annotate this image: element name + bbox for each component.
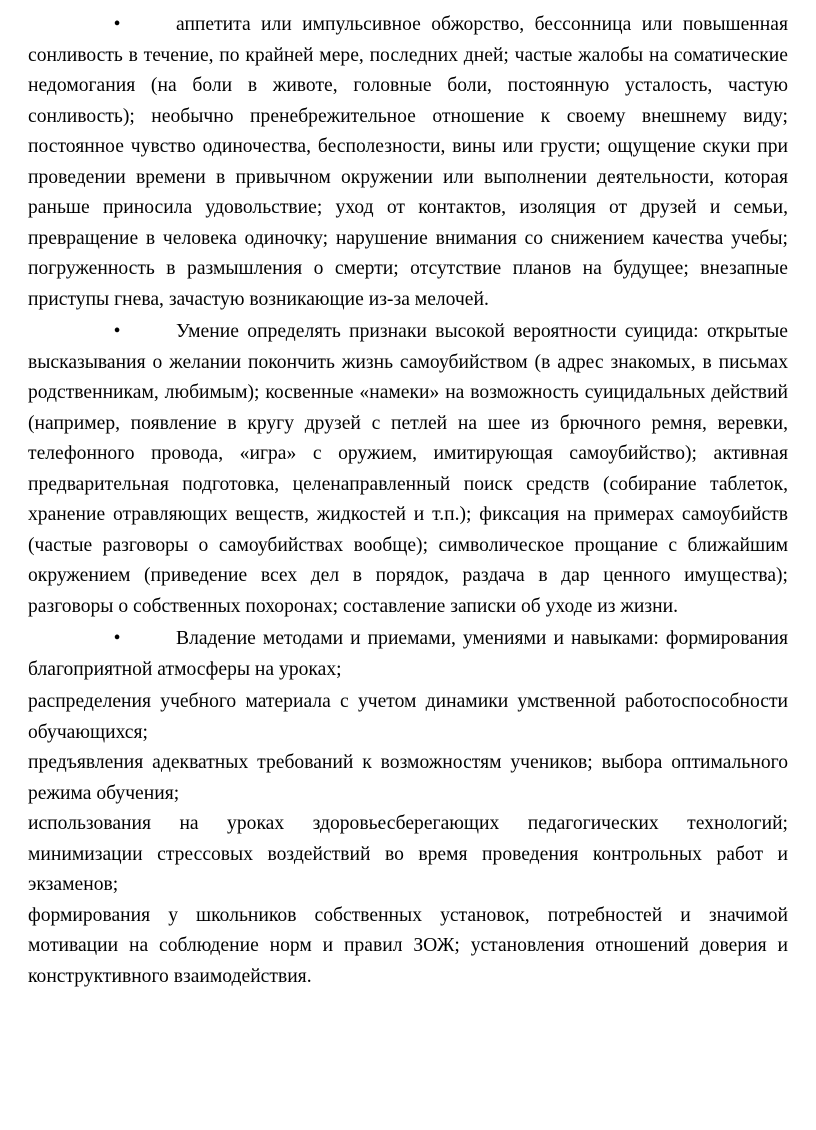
paragraph-plain: предъявления адекватных требований к возможностям учеников; выбора оптимального режима обучения;	[28, 752, 788, 804]
paragraph-plain: формирования у школьников собственных установок, потребностей и значимой мотивации на соблюдение норм и правил ЗОЖ; установления отношений доверия и конструктивного взаимодействия.	[28, 904, 788, 987]
paragraph-text: аппетита или импульсивное обжорство, бессонница или повышенная сонливость в течение, по крайней мере, последних дней; частые жалобы на соматические недомогания (на боли в животе, головные боли, постоянную усталость, частую сонливость); необычно пренебрежительное отношение к своему внешнему виду; постоянное чувство одиночества, бесполезности, вины или грусти; ощущение скуки при проведении времени в привычном окружении или выполнении деятельности, которая раньше приносила удовольствие; уход от контактов, изоляция от друзей и семьи, превращение в человека одиночку; нарушение внимания со снижением качества учебы; погруженность в размышления о смерти; отсутствие планов на будущее; внезапные приступы гнева, зачастую возникающие из-за мелочей.	[28, 14, 788, 310]
paragraph-text: Владение методами и приемами, умениями и навыками: формирования благоприятной атмосферы на уроках;	[28, 628, 788, 680]
paragraph-plain: распределения учебного материала с учетом динамики умственной работоспособности обучающихся;	[28, 691, 788, 743]
bullet-icon: •	[113, 14, 121, 35]
paragraph-text: Умение определять признаки высокой вероятности суицида: открытые высказывания о желании покончить жизнь самоубийством (в адрес знакомых, в письмах родственникам, любимым); косвенные «намеки» на возможность суицидальных действий (например, появление в кругу друзей с петлей на шее из брючного ремня, веревки, телефонного провода, «игра» с оружием, имитирующая самоубийство); активная предварительная подготовка, целенаправленный поиск средств (собирание таблеток, хранение отравляющих веществ, жидкостей и т.п.); фиксация на примерах самоубийств (частые разговоры о самоубийствах вообще); символическое прощание с ближайшим окружением (приведение всех дел в порядок, раздача в дар ценного имущества); разговоры о собственных похоронах; составление записки об уходе из жизни.	[28, 321, 788, 617]
paragraph-plain: использования на уроках здоровьесберегающих педагогических технологий; минимизации стрессовых воздействий во время проведения контрольных работ и экзаменов;	[28, 813, 788, 895]
paragraph-bulleted	[28, 624, 788, 685]
paragraph-bulleted	[28, 317, 788, 622]
bullet-icon: •	[113, 321, 121, 342]
bullet-icon: •	[113, 628, 121, 649]
paragraph-bulleted	[28, 10, 788, 315]
